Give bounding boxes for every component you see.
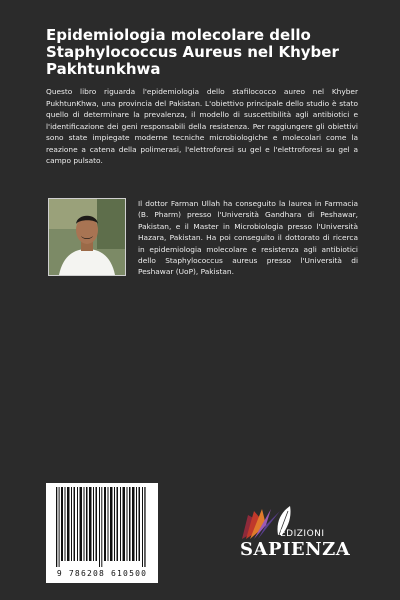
- isbn-barcode: [46, 483, 158, 583]
- publisher-line1: EDIZIONI: [280, 529, 325, 539]
- isbn-number: 9 786208 610500: [56, 569, 148, 578]
- publisher-line2: SAPIENZA: [240, 539, 351, 560]
- publisher-logo: [238, 505, 368, 565]
- barcode-bars: [50, 487, 154, 567]
- book-title: Epidemiologia molecolare dello Staphylococcus Aureus nel Khyber Pakhtunkhwa: [46, 26, 339, 78]
- book-description: Questo libro riguarda l'epidemiologia dello stafilococco aureo nel Khyber PukhtunKhwa, una provincia del Pakistan. L'obiettivo principale dello studio è stato quello di determinare la prevalenza, il modello di suscettibilità agli antibiotici e l'identificazione dei geni responsabili della resistenza. Per raggiungere gli obiettivi sono state impiegate moderne tecniche microbiologiche e molecolari come la reazione a catena della polimerasi, l'elettroforesi su gel e l'elettroforesi su gel a campo pulsato.: [46, 87, 358, 165]
- author-bio: Il dottor Farman Ullah ha conseguito la laurea in Farmacia (B. Pharm) presso l'Università Gandhara di Peshawar, Pakistan, e il Master in Microbiologia presso l'Università Hazara, Pakistan. Ha poi conseguito il dottorato di ricerca in epidemiologia molecolare e resistenza agli antibiotici dello Staphylococcus aureus presso l'Università di Peshawar (UoP), Pakistan.: [138, 199, 358, 277]
- author-photo: [48, 198, 126, 276]
